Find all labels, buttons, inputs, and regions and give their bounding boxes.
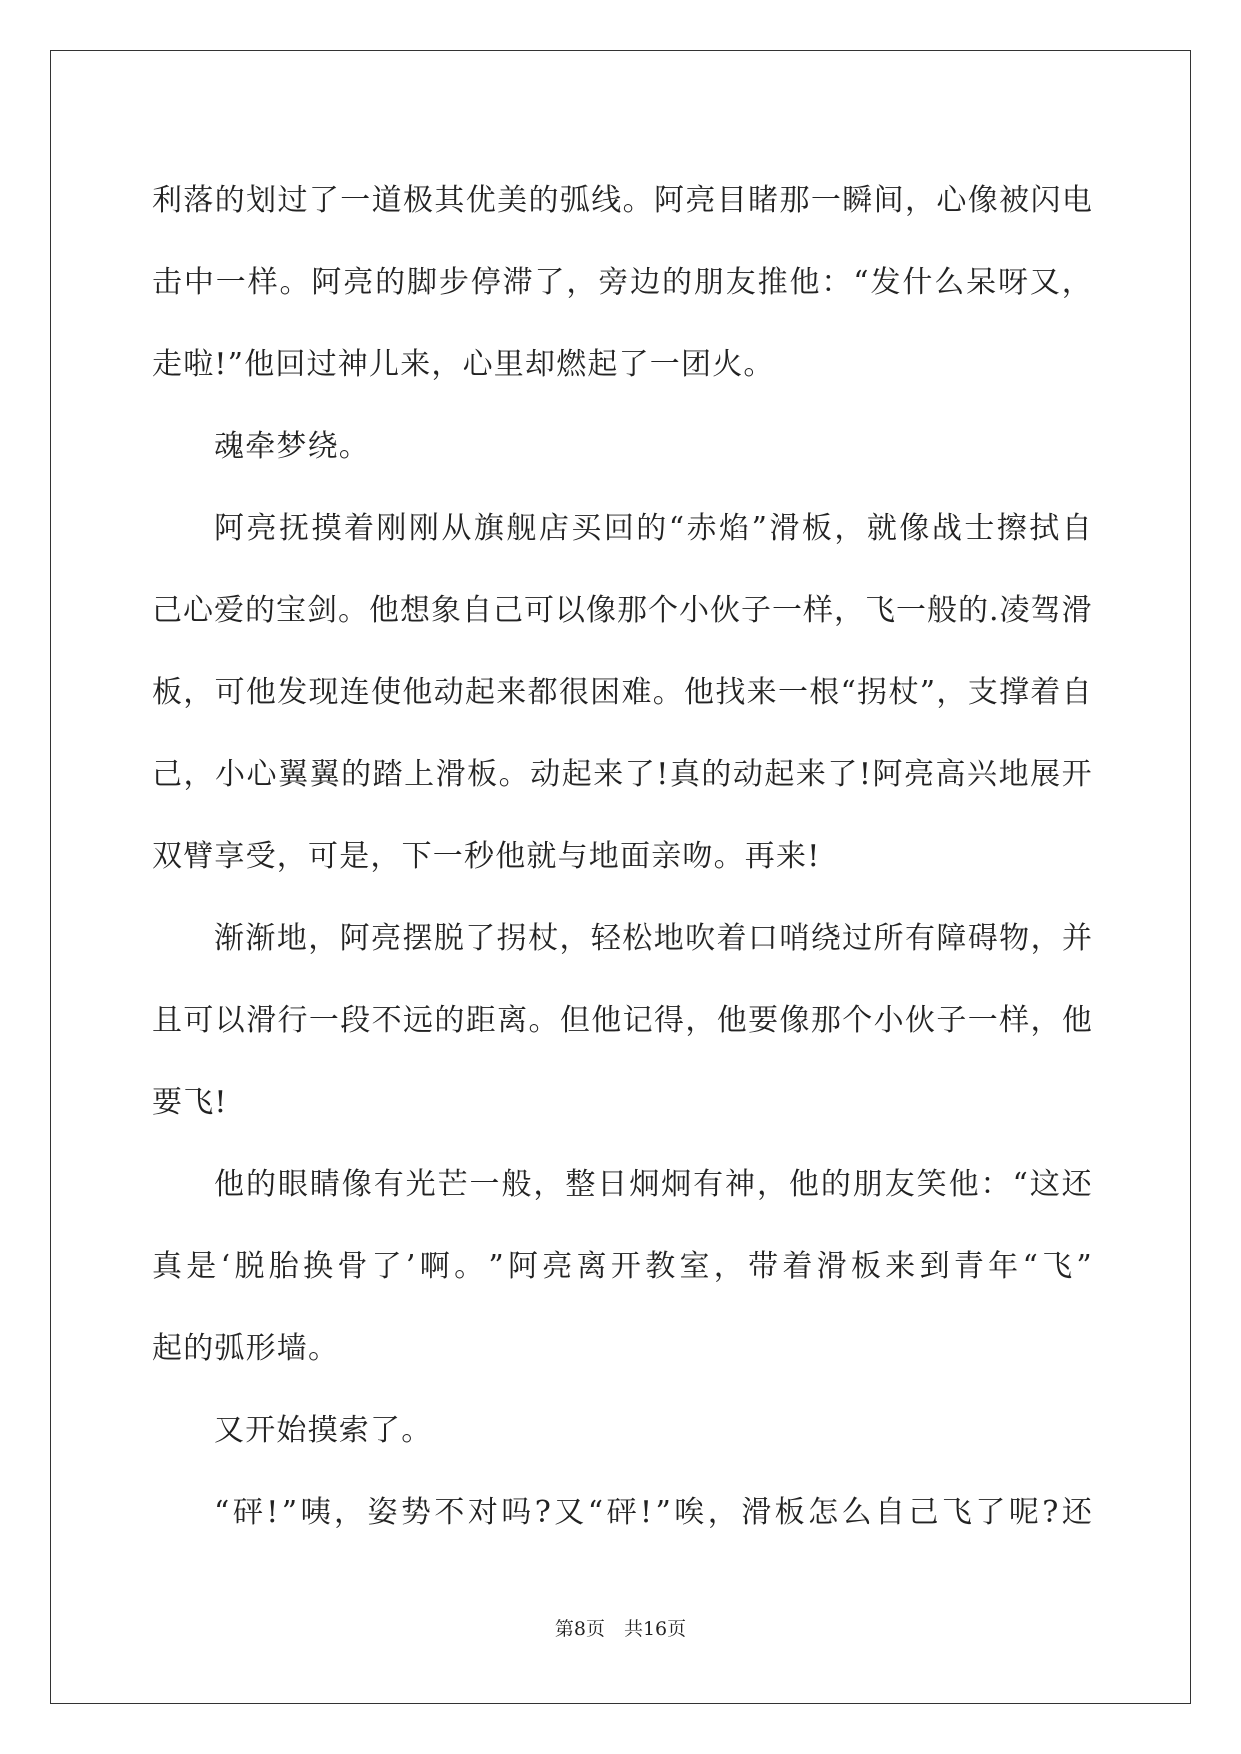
document-body	[152, 160, 1092, 1554]
text-line: “ 砰 ! ” 咦 ， 姿 势 不 对 吗 ? 又 “ 砰 ! ” 唉 ， 滑 板 怎 么 自 己 飞 了 呢 ? 还	[214, 1495, 1092, 1530]
text-line: 起的弧形墙。	[152, 1331, 340, 1366]
text-line: 阿 亮 抚 摸 着 刚 刚 从 旗 舰 店 买 回 的 “ 赤 焰 ” 滑 板 ， 就 像 战 士 擦 拭 自	[214, 511, 1092, 546]
text-line: 魂牵梦绕。	[214, 429, 370, 464]
text-line: 双臂享受，可是，下一秒他就与地面亲吻。再来!	[152, 839, 821, 874]
text-line: 要飞!	[152, 1085, 228, 1120]
text-line: 走啦!”他回过神儿来，心里却燃起了一团火。	[152, 347, 775, 382]
text-line: 板 ， 可 他 发 现 连 使 他 动 起 来 都 很 困 难 。 他 找 来 一 根 “ 拐 杖 ” ， 支 撑 着 自	[152, 675, 1092, 710]
text-line: 真 是 ‘ 脱 胎 换 骨 了 ’ 啊 。 ” 阿 亮 离 开 教 室 ， 带 着 滑 板 来 到 青 年 “ 飞 ”	[152, 1249, 1092, 1284]
text-line: 又开始摸索了。	[214, 1413, 433, 1448]
text-line: 且 可 以 滑 行 一 段 不 远 的 距 离 。 但 他 记 得 ， 他 要 像 那 个 小 伙 子 一 样 ， 他	[152, 1003, 1092, 1038]
text-line: 渐 渐 地 ， 阿 亮 摆 脱 了 拐 杖 ， 轻 松 地 吹 着 口 哨 绕 过 所 有 障 碍 物 ， 并	[214, 921, 1092, 956]
text-line: 击 中 一 样 。 阿 亮 的 脚 步 停 滞 了 ， 旁 边 的 朋 友 推 他 ： “ 发 什 么 呆 呀 又 ，	[152, 265, 1092, 300]
page-footer: 第8页 共16页	[554, 1618, 687, 1640]
text-line: 他 的 眼 睛 像 有 光 芒 一 般 ， 整 日 炯 炯 有 神 ， 他 的 朋 友 笑 他 ： “ 这 还	[214, 1167, 1092, 1202]
text-line: 己 心 爱 的 宝 剑 。 他 想 象 自 己 可 以 像 那 个 小 伙 子 一 样 ， 飞 一 般 的 . 凌 驾 滑	[152, 593, 1092, 628]
text-line: 己 ， 小 心 翼 翼 的 踏 上 滑 板 。 动 起 来 了 ! 真 的 动 起 来 了 ! 阿 亮 高 兴 地 展 开	[152, 757, 1092, 792]
text-line: 利 落 的 划 过 了 一 道 极 其 优 美 的 弧 线 。 阿 亮 目 睹 那 一 瞬 间 ， 心 像 被 闪 电	[152, 183, 1092, 218]
